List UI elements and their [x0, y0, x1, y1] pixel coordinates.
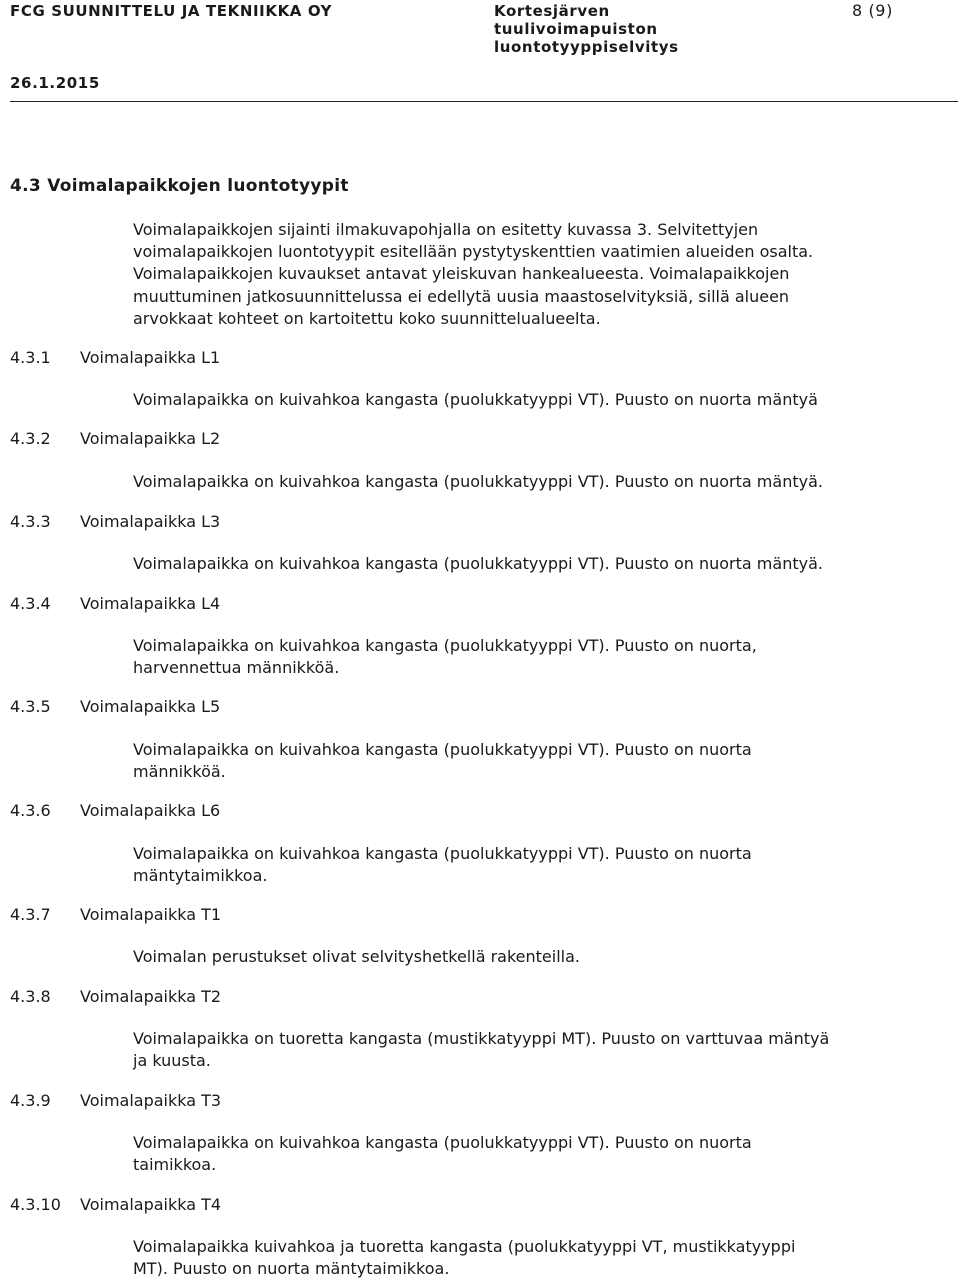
subsection-number: 4.3.3 — [10, 512, 51, 531]
subsection-title: Voimalapaikka L1 — [80, 348, 221, 367]
subsection-heading — [10, 594, 220, 614]
company-name: FCG SUUNNITTELU JA TEKNIIKKA OY — [10, 2, 333, 20]
document-date: 26.1.2015 — [10, 74, 100, 92]
subsection-text: Voimalapaikka on kuivahkoa kangasta (puolukkatyyppi VT). Puusto on nuorta mäntyä. — [133, 554, 823, 573]
subsection-heading — [10, 512, 220, 532]
subsection-heading — [10, 987, 221, 1007]
subsection-number: 4.3.2 — [10, 429, 51, 448]
subsection-text: Voimalapaikka on kuivahkoa kangasta (puolukkatyyppi VT). Puusto on nuorta mäntyä — [133, 390, 818, 409]
subsection-heading — [10, 905, 221, 925]
subsection-number: 4.3.5 — [10, 697, 51, 716]
subsection-text: Voimalapaikka on kuivahkoa kangasta (puolukkatyyppi VT). Puusto on nuorta mäntyä. — [133, 472, 823, 491]
page-number: 8 (9) — [852, 1, 893, 20]
subsection-title: Voimalapaikka T1 — [80, 905, 222, 924]
subsection-number: 4.3.10 — [10, 1195, 61, 1214]
subsection-title: Voimalapaikka T3 — [80, 1091, 222, 1110]
subsection-heading — [10, 1195, 221, 1215]
subsection-heading — [10, 1091, 221, 1111]
subsection-number: 4.3.6 — [10, 801, 51, 820]
subsection-title: Voimalapaikka T2 — [80, 987, 222, 1006]
section-intro: Voimalapaikkojen sijainti ilmakuvapohjalla on esitetty kuvassa 3. Selvitettyjen voimalapaikkojen luontotyypit esitellään pystytyskenttien vaatimien alueiden osalta. Voimalapaikkojen kuvaukset antavat yleiskuvan hankealueesta. Voimalapaikkojen muuttuminen jatkosuunnittelussa ei edellytä uusia maastoselvityksiä, sillä alueen arvokkaat kohteet on kartoitettu koko suunnittelualueelta. — [133, 220, 814, 328]
subsection-title: Voimalapaikka L2 — [80, 429, 221, 448]
subsection-text: Voimalapaikka kuivahkoa ja tuoretta kangasta (puolukkatyyppi VT, mustikkatyyppi MT). Puusto on nuorta mäntytaimikkoa. — [133, 1237, 796, 1279]
subsection-text: Voimalan perustukset olivat selvityshetkellä rakenteilla. — [133, 947, 580, 966]
subsection-text: Voimalapaikka on kuivahkoa kangasta (puolukkatyyppi VT). Puusto on nuorta, harvennettua männikköä. — [133, 636, 757, 678]
subsection-title: Voimalapaikka L3 — [80, 512, 221, 531]
subsection-heading — [10, 801, 220, 821]
subsection-title: Voimalapaikka L4 — [80, 594, 221, 613]
subsection-heading — [10, 429, 220, 449]
subsection-text: Voimalapaikka on kuivahkoa kangasta (puolukkatyyppi VT). Puusto on nuorta taimikkoa. — [133, 1133, 752, 1175]
header-divider — [10, 101, 958, 102]
document-title: Kortesjärven tuulivoimapuiston luontotyyppiselvitys — [494, 2, 679, 56]
subsection-number: 4.3.4 — [10, 594, 51, 613]
subsection-title: Voimalapaikka L5 — [80, 697, 221, 716]
subsection-number: 4.3.7 — [10, 905, 51, 924]
subsection-text: Voimalapaikka on kuivahkoa kangasta (puolukkatyyppi VT). Puusto on nuorta männikköä. — [133, 740, 752, 782]
subsection-number: 4.3.1 — [10, 348, 51, 367]
subsection-number: 4.3.9 — [10, 1091, 51, 1110]
subsection-title: Voimalapaikka L6 — [80, 801, 221, 820]
subsection-number: 4.3.8 — [10, 987, 51, 1006]
section-title: 4.3 Voimalapaikkojen luontotyypit — [10, 176, 349, 196]
subsection-text: Voimalapaikka on tuoretta kangasta (mustikkatyyppi MT). Puusto on varttuvaa mäntyä ja kuusta. — [133, 1029, 830, 1071]
subsection-text: Voimalapaikka on kuivahkoa kangasta (puolukkatyyppi VT). Puusto on nuorta mäntytaimikkoa. — [133, 844, 752, 886]
subsection-title: Voimalapaikka T4 — [80, 1195, 222, 1214]
subsection-heading — [10, 697, 220, 717]
subsection-heading — [10, 348, 220, 368]
